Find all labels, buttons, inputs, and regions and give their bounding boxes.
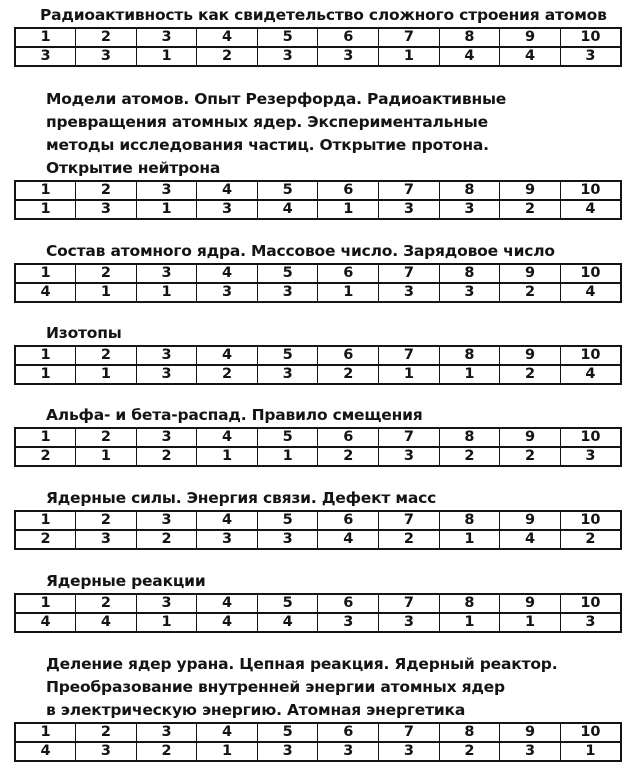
answer-cell: 4 (197, 613, 258, 632)
question-number-cell: 1 (15, 264, 76, 283)
section-title-line: превращения атомных ядер. Экспериментальные (46, 113, 488, 131)
question-number-cell: 8 (439, 594, 500, 613)
answer-cell: 2 (439, 447, 500, 466)
answer-cell: 3 (318, 613, 379, 632)
answer-cell: 2 (15, 447, 76, 466)
question-number-cell: 2 (76, 264, 137, 283)
section-title (46, 653, 631, 722)
answer-cell: 4 (257, 200, 318, 219)
question-number-cell: 6 (318, 346, 379, 365)
question-number-cell: 4 (197, 723, 258, 742)
answer-cell: 4 (560, 283, 621, 302)
answer-row (15, 742, 621, 761)
question-number-cell: 1 (15, 594, 76, 613)
question-number-cell: 9 (500, 28, 561, 47)
question-number-cell: 6 (318, 264, 379, 283)
question-number-cell: 9 (500, 346, 561, 365)
answer-cell: 4 (15, 283, 76, 302)
answers-table (14, 593, 622, 633)
section-title-line: Ядерные силы. Энергия связи. Дефект масс (46, 489, 437, 507)
question-number-cell: 1 (15, 511, 76, 530)
answer-cell: 1 (318, 283, 379, 302)
question-number-cell: 3 (136, 594, 197, 613)
answers-table (14, 722, 622, 762)
section-title-line: Изотопы (46, 324, 122, 342)
answer-cell: 3 (379, 447, 440, 466)
answer-cell: 1 (136, 200, 197, 219)
answer-cell: 2 (136, 447, 197, 466)
question-number-row (15, 428, 621, 447)
section-title (46, 88, 631, 180)
section-title-line: Деление ядер урана. Цепная реакция. Ядерный реактор. (46, 655, 558, 673)
question-number-cell: 6 (318, 511, 379, 530)
question-number-cell: 2 (76, 594, 137, 613)
answer-row (15, 47, 621, 66)
question-number-cell: 2 (76, 28, 137, 47)
answer-cell: 2 (500, 283, 561, 302)
answer-cell: 3 (439, 283, 500, 302)
answer-cell: 1 (136, 613, 197, 632)
question-number-cell: 2 (76, 181, 137, 200)
question-number-cell: 3 (136, 181, 197, 200)
question-number-cell: 3 (136, 264, 197, 283)
answer-cell: 2 (136, 530, 197, 549)
answer-cell: 3 (379, 742, 440, 761)
answer-cell: 3 (257, 283, 318, 302)
question-number-cell: 2 (76, 511, 137, 530)
answer-cell: 3 (379, 283, 440, 302)
answer-cell: 3 (379, 613, 440, 632)
answer-cell: 3 (318, 47, 379, 66)
answer-cell: 3 (136, 365, 197, 384)
question-number-cell: 7 (379, 346, 440, 365)
question-number-cell: 8 (439, 346, 500, 365)
question-number-row (15, 28, 621, 47)
answer-cell: 2 (136, 742, 197, 761)
answer-cell: 1 (136, 283, 197, 302)
section-title (46, 322, 631, 345)
question-number-row (15, 181, 621, 200)
answers-table (14, 510, 622, 550)
answer-cell: 4 (560, 365, 621, 384)
answer-cell: 3 (560, 613, 621, 632)
question-number-cell: 5 (257, 428, 318, 447)
question-number-cell: 9 (500, 181, 561, 200)
section-title-line: Альфа- и бета-распад. Правило смещения (46, 406, 423, 424)
section-uranium-fission (0, 653, 631, 762)
answer-cell: 2 (379, 530, 440, 549)
answer-cell: 3 (257, 742, 318, 761)
question-number-cell: 6 (318, 723, 379, 742)
answer-row (15, 530, 621, 549)
answer-cell: 1 (15, 200, 76, 219)
section-title-line: Открытие нейтрона (46, 159, 221, 177)
section-title-line: методы исследования частиц. Открытие протона. (46, 136, 489, 154)
answer-cell: 3 (15, 47, 76, 66)
answer-cell: 1 (439, 530, 500, 549)
question-number-cell: 8 (439, 511, 500, 530)
answer-cell: 3 (257, 365, 318, 384)
answer-cell: 1 (197, 742, 258, 761)
question-number-cell: 7 (379, 511, 440, 530)
section-title-line: Модели атомов. Опыт Резерфорда. Радиоактивные (46, 90, 507, 108)
answer-cell: 1 (15, 365, 76, 384)
answer-cell: 3 (76, 200, 137, 219)
question-number-cell: 5 (257, 594, 318, 613)
answer-row (15, 613, 621, 632)
question-number-cell: 4 (197, 346, 258, 365)
question-number-cell: 8 (439, 428, 500, 447)
answer-cell: 1 (439, 613, 500, 632)
answer-row (15, 365, 621, 384)
question-number-cell: 2 (76, 723, 137, 742)
section-radioactivity (0, 4, 631, 67)
answer-cell: 4 (318, 530, 379, 549)
answers-table (14, 345, 622, 385)
question-number-cell: 1 (15, 723, 76, 742)
answer-cell: 1 (379, 365, 440, 384)
section-nucleus-composition (0, 240, 631, 303)
question-number-cell: 10 (560, 346, 621, 365)
question-number-cell: 10 (560, 264, 621, 283)
answer-cell: 3 (560, 47, 621, 66)
question-number-cell: 3 (136, 723, 197, 742)
question-number-cell: 1 (15, 428, 76, 447)
answer-cell: 3 (197, 200, 258, 219)
question-number-cell: 4 (197, 511, 258, 530)
answer-cell: 3 (76, 530, 137, 549)
question-number-cell: 6 (318, 594, 379, 613)
question-number-cell: 4 (197, 181, 258, 200)
question-number-cell: 9 (500, 594, 561, 613)
answers-table (14, 180, 622, 220)
answer-cell: 4 (500, 530, 561, 549)
question-number-cell: 10 (560, 181, 621, 200)
answers-table (14, 263, 622, 303)
question-number-cell: 2 (76, 428, 137, 447)
question-number-cell: 5 (257, 723, 318, 742)
section-title-line: Ядерные реакции (46, 572, 206, 590)
question-number-cell: 9 (500, 723, 561, 742)
question-number-cell: 6 (318, 428, 379, 447)
question-number-cell: 3 (136, 346, 197, 365)
answer-row (15, 447, 621, 466)
question-number-cell: 10 (560, 428, 621, 447)
answer-cell: 3 (318, 742, 379, 761)
question-number-cell: 2 (76, 346, 137, 365)
answer-cell: 2 (318, 447, 379, 466)
question-number-cell: 1 (15, 346, 76, 365)
question-number-cell: 5 (257, 346, 318, 365)
section-title (40, 4, 631, 27)
question-number-cell: 6 (318, 28, 379, 47)
answer-cell: 4 (500, 47, 561, 66)
question-number-cell: 9 (500, 511, 561, 530)
answer-cell: 2 (500, 447, 561, 466)
question-number-row (15, 723, 621, 742)
question-number-cell: 5 (257, 511, 318, 530)
question-number-cell: 4 (197, 428, 258, 447)
answer-cell: 2 (15, 530, 76, 549)
answer-cell: 4 (257, 613, 318, 632)
answer-cell: 3 (379, 200, 440, 219)
question-number-cell: 7 (379, 594, 440, 613)
question-number-cell: 3 (136, 511, 197, 530)
answer-cell: 1 (257, 447, 318, 466)
answer-cell: 3 (197, 530, 258, 549)
answer-cell: 3 (76, 47, 137, 66)
question-number-cell: 10 (560, 723, 621, 742)
question-number-cell: 10 (560, 28, 621, 47)
answer-cell: 1 (439, 365, 500, 384)
question-number-cell: 4 (197, 594, 258, 613)
question-number-cell: 8 (439, 723, 500, 742)
answer-cell: 1 (76, 365, 137, 384)
answer-cell: 2 (197, 365, 258, 384)
question-number-row (15, 511, 621, 530)
answer-cell: 1 (76, 283, 137, 302)
section-title-line: Состав атомного ядра. Массовое число. Зарядовое число (46, 242, 555, 260)
question-number-cell: 9 (500, 264, 561, 283)
answer-cell: 1 (560, 742, 621, 761)
answer-cell: 2 (439, 742, 500, 761)
answer-cell: 4 (15, 742, 76, 761)
question-number-cell: 10 (560, 594, 621, 613)
answer-cell: 1 (318, 200, 379, 219)
question-number-cell: 9 (500, 428, 561, 447)
section-alpha-beta-decay (0, 404, 631, 467)
section-title (46, 570, 631, 593)
question-number-cell: 10 (560, 511, 621, 530)
question-number-cell: 4 (197, 28, 258, 47)
answer-cell: 4 (76, 613, 137, 632)
question-number-cell: 7 (379, 264, 440, 283)
answer-cell: 2 (500, 200, 561, 219)
question-number-cell: 8 (439, 264, 500, 283)
section-atom-models (0, 88, 631, 220)
answer-cell: 4 (15, 613, 76, 632)
answer-cell: 2 (500, 365, 561, 384)
question-number-cell: 8 (439, 28, 500, 47)
section-nuclear-forces (0, 487, 631, 550)
question-number-row (15, 264, 621, 283)
section-title (46, 487, 631, 510)
answer-cell: 4 (560, 200, 621, 219)
answer-cell: 3 (439, 200, 500, 219)
answer-cell: 1 (379, 47, 440, 66)
question-number-cell: 1 (15, 181, 76, 200)
answer-cell: 3 (197, 283, 258, 302)
answer-cell: 3 (500, 742, 561, 761)
question-number-cell: 3 (136, 28, 197, 47)
question-number-cell: 5 (257, 264, 318, 283)
answer-cell: 2 (560, 530, 621, 549)
section-title-line: Радиоактивность как свидетельство сложного строения атомов (40, 6, 607, 24)
answer-row (15, 283, 621, 302)
answer-cell: 4 (439, 47, 500, 66)
question-number-row (15, 594, 621, 613)
answer-cell: 3 (560, 447, 621, 466)
question-number-cell: 7 (379, 428, 440, 447)
answer-cell: 3 (257, 47, 318, 66)
section-title (46, 404, 631, 427)
section-title-line: в электрическую энергию. Атомная энергетика (46, 701, 466, 719)
question-number-cell: 4 (197, 264, 258, 283)
answer-cell: 1 (197, 447, 258, 466)
question-number-cell: 7 (379, 181, 440, 200)
answers-table (14, 427, 622, 467)
answer-cell: 1 (136, 47, 197, 66)
section-isotopes (0, 322, 631, 385)
question-number-cell: 8 (439, 181, 500, 200)
answer-cell: 1 (76, 447, 137, 466)
question-number-cell: 5 (257, 181, 318, 200)
answer-cell: 3 (76, 742, 137, 761)
question-number-cell: 1 (15, 28, 76, 47)
answer-cell: 1 (500, 613, 561, 632)
answer-row (15, 200, 621, 219)
section-title-line: Преобразование внутренней энергии атомных ядер (46, 678, 505, 696)
section-title (46, 240, 631, 263)
section-nuclear-reactions (0, 570, 631, 633)
answer-cell: 3 (257, 530, 318, 549)
question-number-row (15, 346, 621, 365)
question-number-cell: 7 (379, 28, 440, 47)
question-number-cell: 6 (318, 181, 379, 200)
answers-table (14, 27, 622, 67)
answer-cell: 2 (318, 365, 379, 384)
question-number-cell: 7 (379, 723, 440, 742)
answer-cell: 2 (197, 47, 258, 66)
question-number-cell: 3 (136, 428, 197, 447)
question-number-cell: 5 (257, 28, 318, 47)
